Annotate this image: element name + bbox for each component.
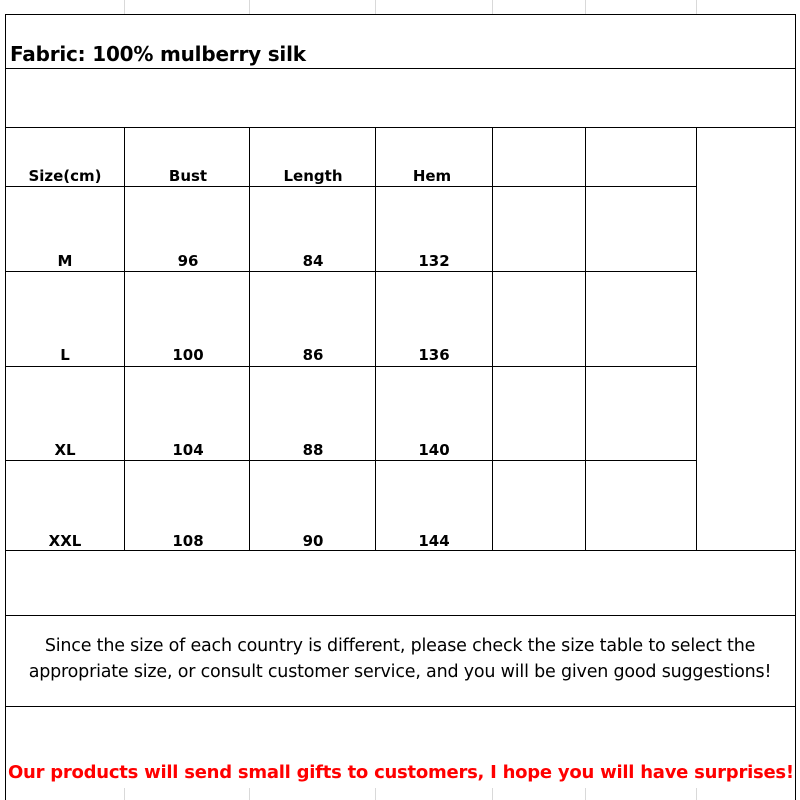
table-row-divider [5,186,697,187]
gift-message: Our products will send small gifts to customers, I hope you will have surprises! [8,762,794,783]
table-cell-bust: 96 [177,252,199,270]
table-cell-hem: 136 [418,346,450,364]
table-row-divider [5,366,697,367]
gridline [249,788,250,800]
gridline [696,788,697,800]
gridline [696,0,697,14]
header-hem: Hem [412,167,452,185]
size-notice [0,633,800,685]
header-length: Length [283,167,343,185]
table-cell-bust: 104 [172,441,204,459]
gridline [124,788,125,800]
gridline [375,0,376,14]
table-col-divider [492,127,493,551]
gridline [375,788,376,800]
header-size: Size(cm) [28,167,102,185]
table-cell-length: 84 [302,252,324,270]
table-cell-hem: 132 [418,252,450,270]
table-cell-hem: 144 [418,532,450,550]
table-col-divider [249,127,250,551]
row-divider [5,615,796,616]
header-bust: Bust [168,167,208,185]
table-col-divider [375,127,376,551]
table-cell-size: L [60,346,70,364]
row-divider [5,706,796,707]
gridline [492,0,493,14]
table-row-divider [5,271,697,272]
border-top [5,14,796,15]
gridline [585,0,586,14]
gridline [249,0,250,14]
table-cell-length: 88 [302,441,324,459]
table-cell-hem: 140 [418,441,450,459]
gridline [124,0,125,14]
fabric-title: Fabric: 100% mulberry silk [10,42,306,66]
table-col-divider [124,127,125,551]
table-cell-bust: 108 [172,532,204,550]
table-cell-size: XXL [48,532,82,550]
table-cell-length: 90 [302,532,324,550]
table-cell-bust: 100 [172,346,204,364]
row-divider [5,68,796,69]
table-cell-length: 86 [302,346,324,364]
table-cell-size: XL [54,441,76,459]
table-cell-size: M [57,252,73,270]
table-row-divider [5,460,697,461]
size-notice-line: appropriate size, or consult customer service, and you will be given good suggestions! [28,662,772,682]
gridline [585,788,586,800]
gridline [492,788,493,800]
table-col-divider [696,127,697,551]
table-col-divider [585,127,586,551]
size-notice-line: Since the size of each country is different, please check the size table to select the [44,636,756,656]
